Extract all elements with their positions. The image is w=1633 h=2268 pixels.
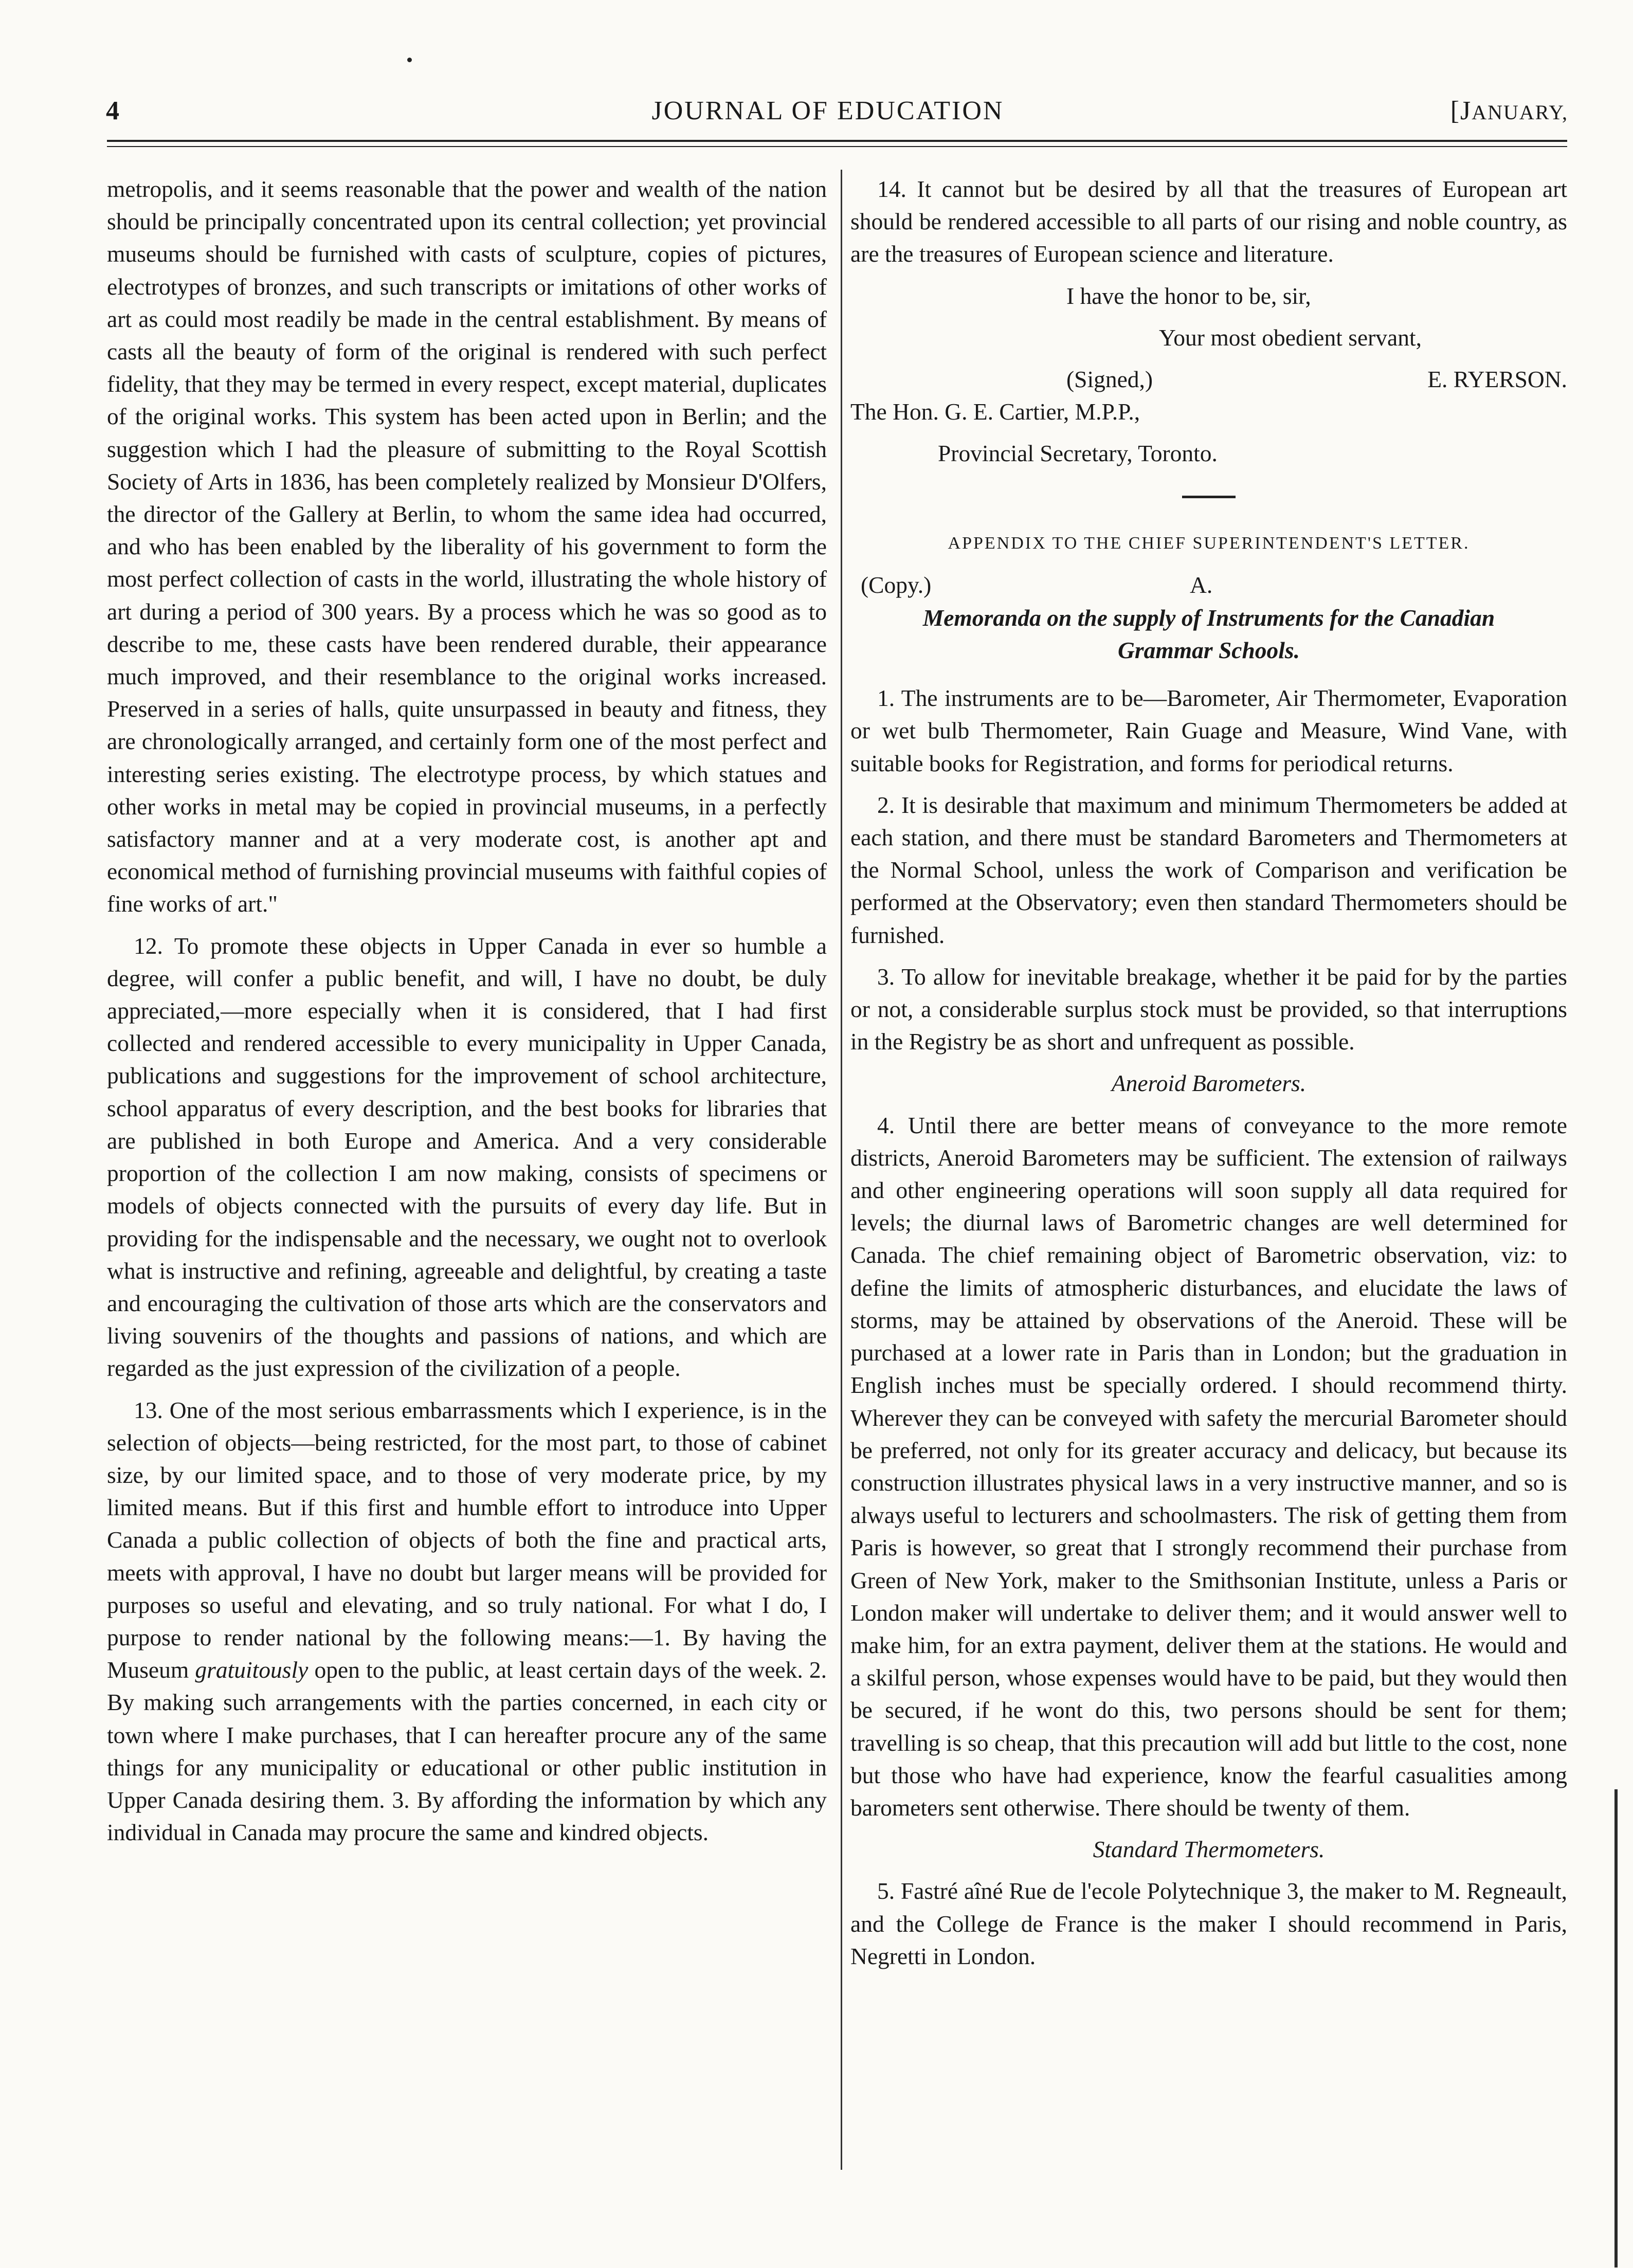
memoranda-title-line-1: Memoranda on the supply of Instruments for the Canadian — [922, 604, 1495, 631]
paragraph-13 — [107, 1394, 827, 1849]
section-rule — [1182, 496, 1236, 498]
appendix-heading: APPENDIX TO THE CHIEF SUPERINTENDENT'S LETTER. — [948, 533, 1470, 553]
issue-month-rest: ANUARY, — [1472, 101, 1568, 124]
appendix-letter: A. — [1190, 571, 1213, 598]
item-2: 2. It is desirable that maximum and minimum Thermometers be added at each station, and there must be standard Barometers and Thermometers at the Normal School, unless the work of Comparison and verification be performed at the Observatory; even then standard Thermometers should be furnished. — [850, 791, 1567, 948]
addressee-line-2: Provincial Secretary, Toronto. — [938, 440, 1218, 467]
signed-label: (Signed,) — [1066, 366, 1153, 393]
item-1: 1. The instruments are to be—Barometer, Air Thermometer, Evaporation or wet bulb Thermometer, Rain Guage and Measure, Wind Vane, with suitable books for Registration, and forms for periodical returns. — [850, 685, 1567, 776]
memoranda-title-line-2: Grammar Schools. — [1118, 637, 1300, 664]
memoranda-title — [850, 602, 1567, 666]
page-number: 4 — [106, 96, 119, 125]
header-rule — [107, 140, 1567, 142]
issue-month — [1450, 96, 1568, 126]
item-3: 3. To allow for inevitable breakage, whether it be paid for by the parties or not, a considerable surplus stock must be provided, so that interruptions in the Registry be as short and unfrequent as possible. — [850, 963, 1567, 1055]
paragraph-11-continued: metropolis, and it seems reasonable that the power and wealth of the nation should be principally concentrated upon its central collection; yet provincial museums should be furnished with casts of sculpture, copies of pictures, electrotypes of bronzes, and such transcripts or imitations of other works of art as could most readily be made in the central establishment. By means of casts all the beauty of form of the original is rendered with such perfect fidelity, that they may be termed in every respect, except material, duplicates of the original works. This system has been acted upon in Berlin; and the suggestion which I had the pleasure of submitting to the Royal Scottish Society of Arts in 1836, has been completely realized by Monsieur D'Olfers, the director of the Gallery at Berlin, to whom the same idea had occurred, and who has been enabled by the liberality of his government to form the most perfect collection of casts in the world, illustrating the whole history of art during a period of 300 years. By a process which he was so good as to describe to me, these casts have been rendered durable, their appearance much improved, and their resemblance to the original works increased. Preserved in a series of halls, quite unsurpassed in beauty and fitness, they are chronologically arranged, and certainly form one of the most perfect and interesting series existing. The electrotype process, by which statues and other works in metal may be copied in provincial museums, in a perfectly satisfactory manner and at a very moderate cost, is another apt and economical method of furnishing provincial museums with faithful copies of fine works of art." — [107, 176, 827, 917]
closing-line-1: I have the honor to be, sir, — [1066, 282, 1311, 309]
header-rule-thin — [107, 146, 1567, 147]
item-4: 4. Until there are better means of conveyance to the more remote districts, Aneroid Barometers may be sufficient. The extension of railways and other engineering operations will soon supply all data required for levels; the diurnal laws of Barometric changes are well determined for Canada. The chief remaining object of Barometric observation, viz: to define the limits of atmospheric disturbances, and elucidate the laws of storms, may be attained by observations of the Aneroid. These will be purchased at a lower rate in Paris than in London; but the graduation in English inches must be specially ordered. I should recommend thirty. Wherever they can be conveyed with safety the mercurial Barometer should be preferred, not only for its greater accuracy and delicacy, but because its construction illustrates physical laws in a very instructive manner, and so is always useful to lecturers and schoolmasters. The risk of getting them from Paris is however, so great that I strongly recommend their purchase from Green of New York, maker to the Smithsonian Institute, unless a Paris or London maker will undertake to deliver them; and it would answer well to make him, for an extra payment, deliver them at the stations. He would and a skilful person, whose expenses would have to be paid, but they would then be secured, if he wont do this, two persons should be sent for them; travelling is so cheap, that this precaution will add but little to the cost, none but those who have had experience, know the fearful casualities among barometers sent otherwise. There should be twenty of them. — [850, 1112, 1567, 1821]
journal-title: JOURNAL OF EDUCATION — [651, 96, 1004, 125]
addressee-line-1: The Hon. G. E. Cartier, M.P.P., — [850, 398, 1140, 425]
paragraph-14: 14. It cannot but be desired by all that the treasures of European art should be rendered accessible to all parts of our rising and noble country, as are the treasures of European science and literature. — [850, 176, 1567, 267]
running-head — [87, 96, 1568, 132]
signature-row — [850, 363, 1567, 395]
stray-mark — [407, 58, 412, 62]
issue-month-initial: [J — [1450, 96, 1472, 125]
signer-name: E. RYERSON. — [1427, 366, 1567, 393]
paragraph-12: 12. To promote these objects in Upper Canada in ever so humble a degree, will confer a public benefit, and will, I have no doubt, be duly appreciated,—more especially when it is considered, that I had first collected and rendered accessible to every municipality in Upper Canada, publications and suggestions for the improvement of school architecture, school apparatus of every description, and the best books for libraries that are published in both Europe and America. And a very considerable proportion of the collection I am now making, consists of specimens or models of objects connected with the pursuits of every day life. But in providing for the indispensable and the necessary, we ought not to overlook what is instructive and refining, agreeable and delightful, by creating a taste and encouraging the cultivation of those arts which are the conservators and living souvenirs of the thoughts and passions of nations, and which are regarded as the just expression of the civilization of a people. — [107, 932, 827, 1382]
copy-label: (Copy.) — [861, 571, 932, 598]
paragraph-13-emphasis: gratuitously — [195, 1657, 309, 1683]
item-5: 5. Fastré aîné Rue de l'ecole Polytechnique 3, the maker to M. Regneault, and the College de France is the maker I should recommend in Paris, Negretti in London. — [850, 1878, 1567, 1969]
page-edge-shadow — [1614, 1789, 1618, 2267]
left-column — [107, 173, 827, 1858]
paragraph-13-part-1: 13. One of the most serious embarrassments which I experience, is in the selection of objects—being restricted, for the most part, to those of cabinet size, by our limited space, and to those of very moderate price, by my limited means. But if this first and humble effort to introduce into Upper Canada a public collection of objects of both the fine and practical arts, meets with approval, I have no doubt but larger means will be provided for purposes so useful and elevating, and so truly national. For what I do, I purpose to render national by the following means:—1. By having the Museum — [107, 1396, 827, 1683]
right-column — [850, 173, 1567, 1982]
subheading-standard-thermometers: Standard Thermometers. — [1093, 1836, 1325, 1863]
closing-line-2: Your most obedient servant, — [1159, 324, 1422, 351]
subheading-aneroid: Aneroid Barometers. — [1111, 1070, 1307, 1097]
paragraph-13-part-2: open to the public, at least certain days of the week. 2. By making such arrangements with the parties concerned, in each city or town where I make purchases, that I can hereafter procure any of the same things for any municipality or educational or other public institution in Upper Canada desiring them. 3. By affording the information by which any individual in Canada may procure the same and kindred objects. — [107, 1657, 827, 1846]
copy-row — [850, 569, 1567, 602]
column-divider — [841, 170, 842, 2170]
